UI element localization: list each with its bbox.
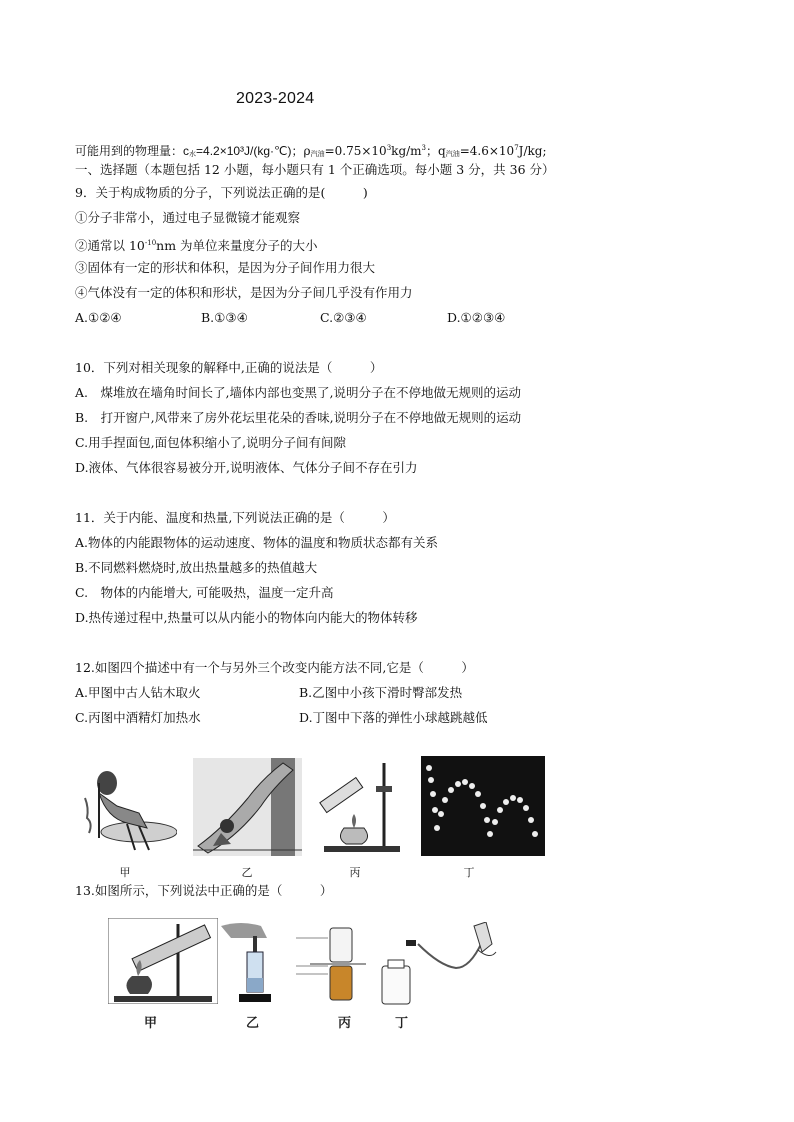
c-subscript: 水 <box>189 150 197 158</box>
q9-statement-4: ④气体没有一定的体积和形状，是因为分子间几乎没有作用力 <box>75 285 413 300</box>
rho-symbol: ρ <box>303 144 311 158</box>
q13-stem: 13.如图所示，下列说法中正确的是（ ） <box>75 883 333 898</box>
q9-s2-exponent: -10 <box>144 239 157 247</box>
q12-caption-yi: 乙 <box>241 866 253 879</box>
q-subscript: 汽油 <box>445 150 460 158</box>
rho-unit-exponent: 3 <box>421 144 427 152</box>
q11-option-c: C. 物体的内能增大, 可能吸热，温度一定升高 <box>75 585 334 600</box>
q-symbol: q <box>438 144 446 158</box>
q9-s2-a: ②通常以 10 <box>75 238 145 253</box>
q12-figure-yi-slide <box>193 758 302 856</box>
q10-option-c: C.用手捏面包,面包体积缩小了,说明分子间有间隙 <box>75 435 347 450</box>
c-value: =4.2×10³J/(kg·℃)； <box>196 144 304 158</box>
q10-option-d: D.液体、气体很容易被分开,说明液体、气体分子间不存在引力 <box>75 460 418 475</box>
q13-caption-bing: 丙 <box>338 1015 352 1030</box>
q12-caption-bing: 丙 <box>349 866 361 879</box>
q12-stem: 12.如图四个描述中有一个与另外三个改变内能方法不同,它是（ ） <box>75 660 474 675</box>
q12-figure-jia-drilling-fire <box>77 758 177 856</box>
q9-statement-1: ①分子非常小，通过电子显微镜才能观察 <box>75 210 301 225</box>
q11-option-d: D.热传递过程中,热量可以从内能小的物体向内能大的物体转移 <box>75 610 418 625</box>
q12-figure-bing-alcohol-lamp <box>318 758 406 856</box>
q9-option-b: B.①③④ <box>201 310 248 325</box>
q-value-b: J/kg; <box>518 144 547 158</box>
q12-option-d: D.丁图中下落的弹性小球越跳越低 <box>299 710 488 725</box>
q12-option-a: A.甲图中古人钻木取火 <box>75 685 201 700</box>
q10-stem: 10．下列对相关现象的解释中,正确的说法是（ ） <box>75 360 383 375</box>
q11-option-a: A.物体的内能跟物体的运动速度、物体的温度和物质状态都有关系 <box>75 535 439 550</box>
q9-option-d: D.①②③④ <box>447 310 506 325</box>
q12-option-b: B.乙图中小孩下滑时臀部发热 <box>299 685 463 700</box>
q9-option-c: C.②③④ <box>320 310 367 325</box>
q9-option-a: A.①②④ <box>75 310 122 325</box>
q10-option-b: B. 打开窗户,风带来了房外花坛里花朵的香味,说明分子在不停地做无规则的运动 <box>75 410 522 425</box>
q-exponent: 7 <box>514 144 519 152</box>
q12-figure-ding-bouncing-ball <box>421 756 545 856</box>
rho-value-b: kg/m <box>391 144 422 158</box>
page-title: 2023-2024 <box>236 90 315 107</box>
q9-s2-b: nm 为单位来量度分子的大小 <box>156 238 318 253</box>
q10-option-a: A. 煤堆放在墙角时间长了,墙体内部也变黑了,说明分子在不停地做无规则的运动 <box>75 385 521 400</box>
rho-end: ； <box>426 144 439 158</box>
q13-figure-bing-gas-bottles <box>290 926 370 1002</box>
rho-value-a: =0.75×10 <box>324 144 387 158</box>
q13-caption-yi: 乙 <box>246 1015 260 1030</box>
q9-statement-3: ③固体有一定的形状和体积，是因为分子间作用力很大 <box>75 260 376 275</box>
rho-subscript: 汽油 <box>310 150 325 158</box>
constants-prefix: 可能用到的物理量： <box>75 144 184 158</box>
q9-stem: 9．关于构成物质的分子，下列说法正确的是( ) <box>75 185 368 200</box>
rho-exponent: 3 <box>386 144 392 152</box>
q9-statement-2 <box>75 234 318 255</box>
q13-figure-ding-bottle-air <box>378 922 504 1006</box>
c-symbol: c <box>183 144 190 158</box>
q12-option-c: C.丙图中酒精灯加热水 <box>75 710 201 725</box>
section-heading: 一、选择题（本题包括 12 小题，每小题只有 1 个正确选项。每小题 3 分，共 36 分） <box>75 162 555 177</box>
q12-caption-jia: 甲 <box>119 866 131 879</box>
q12-caption-ding: 丁 <box>463 866 475 879</box>
q13-figure-yi-syringe <box>221 918 283 1004</box>
q13-caption-jia: 甲 <box>144 1015 158 1030</box>
q-value-a: =4.6×10 <box>459 144 515 158</box>
q11-stem: 11．关于内能、温度和热量,下列说法正确的是（ ） <box>75 510 395 525</box>
q13-figure-jia-test-tube <box>108 918 218 1004</box>
q13-caption-ding: 丁 <box>395 1015 409 1030</box>
constants-line <box>75 139 547 163</box>
q11-option-b: B.不同燃料燃烧时,放出热量越多的热值越大 <box>75 560 318 575</box>
